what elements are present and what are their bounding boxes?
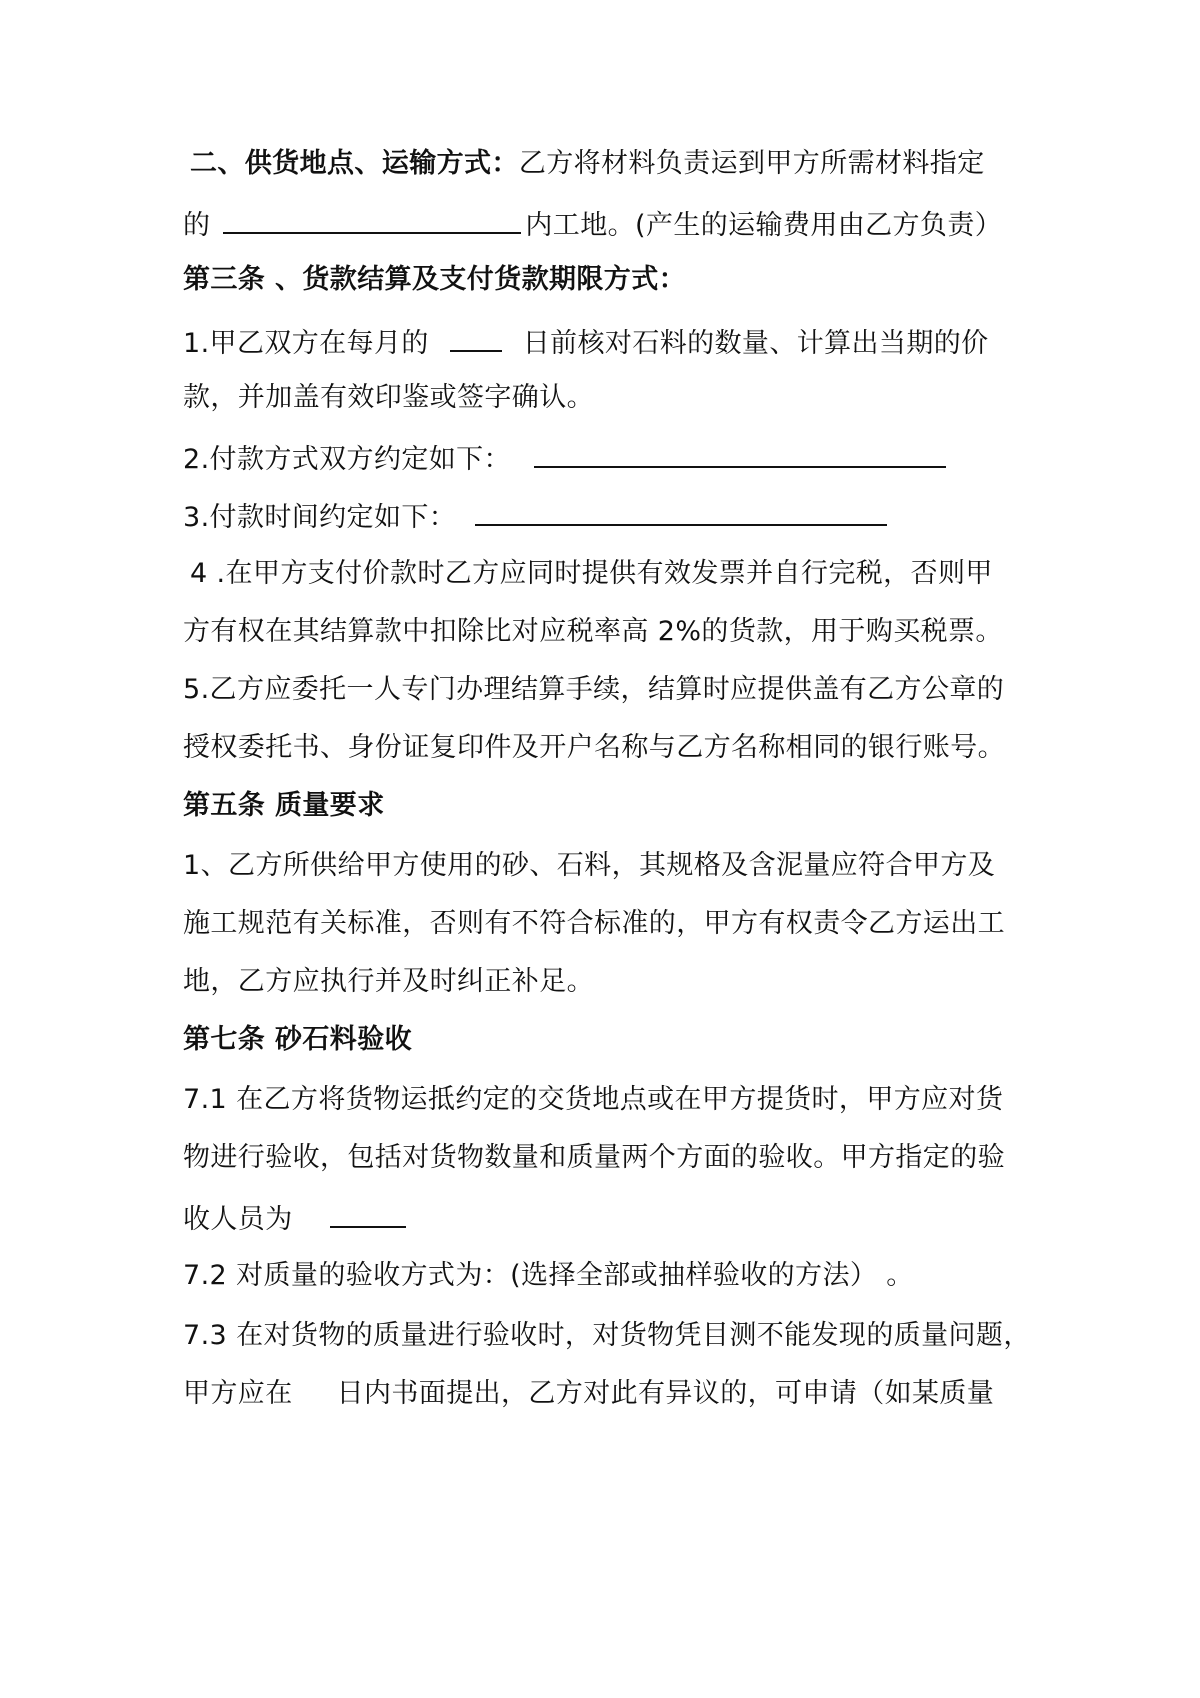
article3-item1-line1 bbox=[183, 320, 1043, 364]
article5-item1-line1: 1、乙方所供给甲方使用的砂、石料，其规格及含泥量应符合甲方及 bbox=[183, 850, 996, 881]
article3-item2 bbox=[183, 436, 1043, 480]
article3-item1-line2: 款，并加盖有效印鉴或签字确认。 bbox=[183, 382, 594, 413]
article5-item1-line2: 施工规范有关标准，否则有不符合标准的，甲方有权责令乙方运出工 bbox=[183, 908, 1005, 939]
payment-time-blank bbox=[475, 494, 887, 526]
section2-line2-pre: 的 bbox=[183, 210, 211, 241]
article3-item1-pre: 1.甲乙双方在每月的 bbox=[183, 328, 429, 359]
article7-item73-line2-pre: 甲方应在 bbox=[183, 1378, 293, 1409]
article7-item71-line3-text: 收人员为 bbox=[183, 1204, 293, 1235]
article7-item71-line2: 物进行验收，包括对货物数量和质量两个方面的验收。甲方指定的验 bbox=[183, 1142, 1005, 1173]
payment-method-blank bbox=[534, 436, 946, 468]
reconcile-day-blank bbox=[450, 320, 502, 352]
article5-heading: 第五条 质量要求 bbox=[183, 790, 385, 821]
section2-line1 bbox=[190, 144, 1050, 184]
article7-item73-line1: 7.3 在对货物的质量进行验收时，对货物凭目测不能发现的质量问题， bbox=[183, 1320, 1031, 1351]
section2-heading: 二、供货地点、运输方式： bbox=[190, 148, 519, 179]
article7-item72: 7.2 对质量的验收方式为：(选择全部或抽样验收的方法） 。 bbox=[183, 1260, 914, 1291]
article7-item73-line2-post: 日内书面提出，乙方对此有异议的，可申请（如某质量 bbox=[336, 1378, 995, 1409]
article7-item73-line2 bbox=[183, 1374, 1043, 1414]
article3-item3-text: 3.付款时间约定如下： bbox=[183, 502, 457, 533]
section2-text: 乙方将材料负责运到甲方所需材料指定 bbox=[518, 148, 985, 179]
section2-line2 bbox=[183, 202, 1043, 246]
article7-item71-line1: 7.1 在乙方将货物运抵约定的交货地点或在甲方提货时，甲方应对货 bbox=[183, 1084, 1004, 1115]
delivery-site-blank bbox=[223, 202, 521, 234]
inspector-blank bbox=[330, 1196, 406, 1228]
article7-item71-line3 bbox=[183, 1196, 1043, 1240]
article3-item3 bbox=[183, 494, 1043, 538]
article3-item2-text: 2.付款方式双方约定如下： bbox=[183, 444, 511, 475]
article3-heading: 第三条 、货款结算及支付货款期限方式： bbox=[183, 264, 686, 295]
article3-item4-line1: 4 .在甲方支付价款时乙方应同时提供有效发票并自行完税，否则甲 bbox=[190, 558, 993, 589]
article3-item5-line1: 5.乙方应委托一人专门办理结算手续，结算时应提供盖有乙方公章的 bbox=[183, 674, 1005, 705]
article5-item1-line3: 地，乙方应执行并及时纠正补足。 bbox=[183, 966, 594, 997]
article3-item5-line2: 授权委托书、身份证复印件及开户名称与乙方名称相同的银行账号。 bbox=[183, 732, 1005, 763]
section2-line2-post: 内工地。(产生的运输费用由乙方负责） bbox=[525, 210, 1003, 241]
article7-heading: 第七条 砂石料验收 bbox=[183, 1024, 412, 1055]
article3-item4-line2: 方有权在其结算款中扣除比对应税率高 2%的货款，用于购买税票。 bbox=[183, 616, 1003, 647]
article3-item1-post: 日前核对石料的数量、计算出当期的价 bbox=[522, 328, 989, 359]
